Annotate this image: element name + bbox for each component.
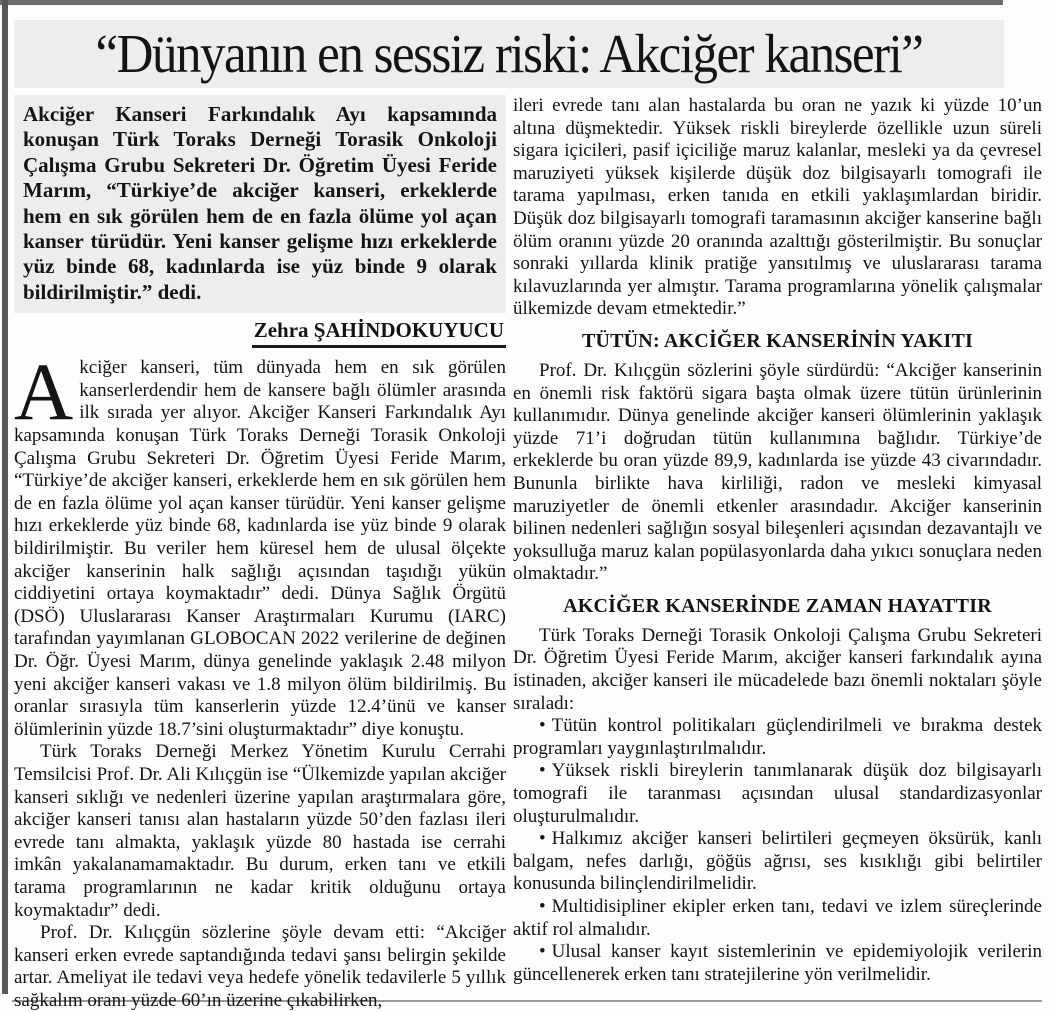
bullet-1-text: Tütün kontrol politikaları güçlendirilmeli ve bırakma destek programları yaygınlaştırılmalıdır. <box>513 715 1042 759</box>
bullet-icon: • <box>539 715 546 737</box>
bullet-item-5 <box>513 941 1042 986</box>
byline-author: Zehra ŞAHİNDOKUYUCU <box>252 318 506 348</box>
top-border-rule <box>0 0 1003 5</box>
section1-paragraph: Prof. Dr. Kılıçgün sözlerini şöyle sürdürdü: “Akciğer kanserinin en önemli risk faktörü sigara başta olmak üzere tütün ürünlerinin kullanımıdır. Dünya genelinde akciğer kanseri ölümlerinin yaklaşık yüzde 71’i doğrudan tütün kullanımına bağlıdır. Türkiye’de erkeklerde bu oran yüzde 89,9, kadınlarda ise yüzde 43 civarındadır. Bununla birlikte hava kirliliği, radon ve mesleki kimyasal maruziyetler de önemli etkenler arasındadır. Akciğer kanserinin bilinen nedenleri sağlığın sosyal bileşenleri açısından dezavantajlı ve yoksulluğa maruz kalan popülasyonlarda daha yıkıcı sonuçlara neden olmaktadır.” <box>513 359 1042 585</box>
headline-banner <box>14 20 1004 88</box>
section-heading-tobacco: TÜTÜN: AKCİĞER KANSERİNİN YAKITI <box>581 329 974 352</box>
bullet-item-3 <box>513 828 1042 896</box>
bullet-3-text: Halkımız akciğer kanseri belirtileri geçmeyen öksürük, kanlı balgam, nefes darlığı, göğüs ağrısı, ses kısıklığı gibi belirtiler konusunda bilinçlendirilmelidir. <box>513 828 1042 895</box>
paragraph-dropcap <box>14 346 506 741</box>
paragraph-continuation: ileri evrede tanı alan hastalarda bu oran ne yazık ki yüzde 10’un altına düşmektedir. Yüksek riskli bireylerde özellikle uzun süreli sigara içicileri, pasif içiciliğe maruz kalanlar, mesleki ya da çevresel maruziyeti yüksek kişilerde düşük doz bilgisayarlı tomografi ile tarama yapılması, erken tanıda en etkili yaklaşımlardan biridir. Düşük doz bilgisayarlı tomografi taramasının akciğer kanserine bağlı ölüm oranını yüzde 20 oranında azalttığı gösterilmiştir. Bu sonuçlar sonraki yıllarda klinik pratiğe yansıtılmış ve uluslararası tarama kılavuzlarında yer almıştır. Tarama programlarına yönelik çalışmalar ülkemizde devam etmektedir.” <box>513 95 1042 320</box>
bullet-icon: • <box>539 828 546 850</box>
left-border-rule <box>2 0 8 994</box>
bullet-icon: • <box>539 760 546 782</box>
bullet-item-4 <box>513 896 1042 941</box>
left-column <box>14 95 506 1012</box>
bullet-icon: • <box>539 896 546 917</box>
section2-paragraph: Türk Toraks Derneği Torasik Onkoloji Çalışma Grubu Sekreteri Dr. Öğretim Üyesi Feride Marım, akciğer kanseri farkındalık ayına istinaden, akciğer kanseri ile mücadelede bazı önemli noktaları şöyle sıraladı: <box>513 624 1042 714</box>
section-heading-time: AKCİĞER KANSERİNDE ZAMAN HAYATTIR <box>563 594 992 617</box>
bullet-4-text: Multidisipliner ekipler erken tanı, tedavi ve izlem süreçlerinde aktif rol almalıdır. <box>513 896 1042 940</box>
bullet-2-text: Yüksek riskli bireylerin tanımlanarak düşük doz bilgisayarlı tomografi ile taranması açısından ulusal standardizasyonlar oluşturulmalıdır. <box>513 760 1042 827</box>
bullet-icon: • <box>539 941 546 963</box>
lead-summary-box <box>14 95 506 313</box>
lead-summary-text: Akciğer Kanseri Farkındalık Ayı kapsamında konuşan Türk Toraks Derneği Torasik Onkoloji Çalışma Grubu Sekreteri Dr. Öğretim Üyesi Feride Marım, “Türkiye’de akciğer kanseri, erkeklerde hem en sık görülen hem de en fazla ölüme yol açan kanser türüdür. Yeni kanser gelişme hızı erkeklerde yüz binde 68, kadınlarda ise yüz binde 9 olarak bildirilmiştir.” dedi. <box>23 102 497 304</box>
paragraph-1-text: kciğer kanseri, tüm dünyada hem en sık görülen kanserlerdendir hem de kansere bağlı ölümler arasında ilk sırada yer alıyor. Akciğer Kanseri Farkındalık Ayı kapsamında konuşan Türk Toraks Derneği Torasik Onkoloji Çalışma Grubu Sekreteri Dr. Öğretim Üyesi Feride Marım, “Türkiye’de akciğer kanseri, erkeklerde hem en sık görülen hem de en fazla ölüme yol açan kanser türüdür. Yeni kanser gelişme hızı erkeklerde yüz binde 68, kadınlarda ise yüz binde 9 olarak bildirilmiştir. Bu veriler hem küresel hem de ulusal ölçekte akciğer kanserinin halk sağlığı açısından taşıdığı yükün ciddiyetini ortaya koymaktadır” dedi. Dünya Sağlık Örgütü (DSÖ) Uluslararası Kanser Araştırmaları Kurumu (IARC) tarafından yayımlanan GLOBOCAN 2022 verilerine de değinen Dr. Öğr. Üyesi Marım, dünya genelinde yaklaşık 2.48 milyon yeni akciğer kanseri vakası ve 1.8 milyon ölüm bildirilmiş. Bu oranlar sırasıyla tüm kanserlerin yüzde 12.4’ünü ve kanser ölümlerinin yüzde 18.7’sini oluşturmaktadır” diye konuştu. <box>14 357 506 740</box>
right-column <box>513 95 1042 986</box>
bullet-item-1 <box>513 715 1042 760</box>
article-headline: “Dünyanın en sessiz riski: Akciğer kanseri” <box>95 24 923 85</box>
article-body-left <box>14 346 506 1012</box>
article-body-right <box>513 95 1042 986</box>
bullet-item-2 <box>513 760 1042 828</box>
dropcap-letter: A <box>14 346 74 438</box>
bullet-5-text: Ulusal kanser kayıt sistemlerinin ve epidemiyolojik verilerin güncellenerek erken tanı stratejilerine yön verilmelidir. <box>513 941 1042 985</box>
byline-row <box>14 318 506 348</box>
paragraph-3: Prof. Dr. Kılıçgün sözlerine şöyle devam etti: “Akciğer kanseri erken evrede saptandığında tedavi şansı belirgin şekilde artar. Ameliyat ile tedavi veya hedefe yönelik tedavilerle 5 yıllık sağkalım oranı yüzde 60’ın üzerine çıkabilirken, <box>14 922 506 1011</box>
paragraph-2: Türk Toraks Derneği Merkez Yönetim Kurulu Cerrahi Temsilcisi Prof. Dr. Ali Kılıçgün ise “Ülkemizde yapılan akciğer kanseri sıklığı ve nedenleri üzerine yapılan araştırmalara göre, akciğer kanseri tanısı alan hastaların yüzde 50’den fazlası ileri evrede tanı almakta, yaklaşık yüzde 80 hastada ise cerrahi imkân yakalanamamaktadır. Bu durum, erken tanı ve etkili tarama programlarının ne kadar kritik olduğunu ortaya koymaktadır” dedi. <box>14 741 506 921</box>
